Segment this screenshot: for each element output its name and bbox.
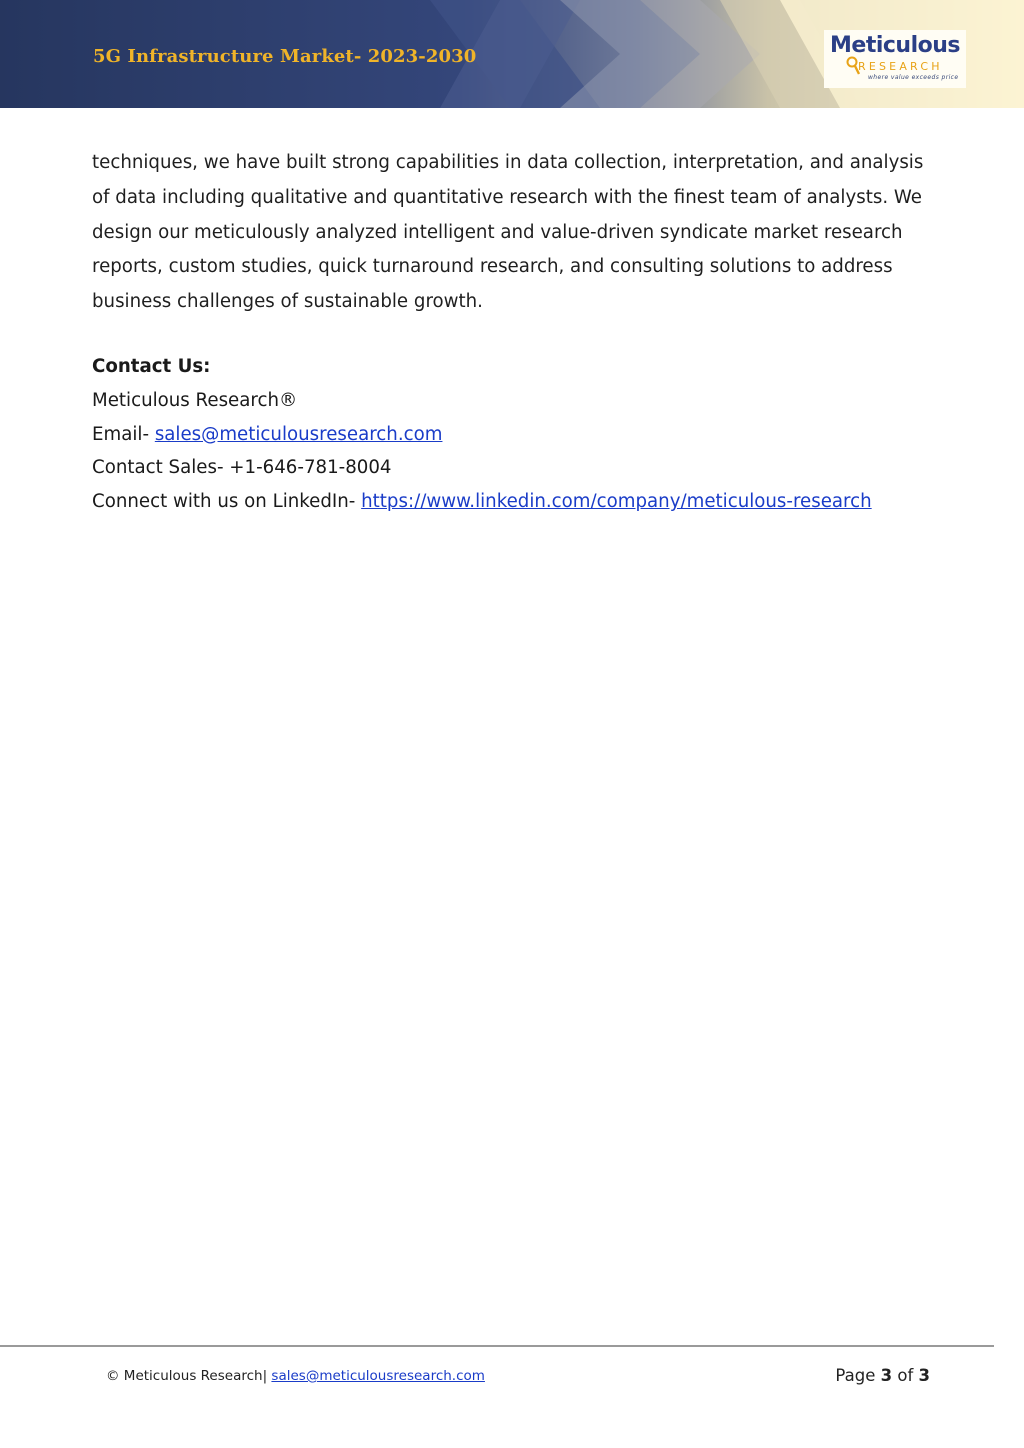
page-current: 3	[880, 1366, 893, 1385]
logo-tagline: where value exceeds price	[868, 74, 959, 81]
report-title: 5G Infrastructure Market- 2023-2030	[93, 46, 477, 67]
email-link[interactable]: sales@meticulousresearch.com	[154, 423, 443, 445]
contact-section	[92, 350, 932, 519]
email-line	[92, 418, 932, 452]
company-name: Meticulous Research®	[92, 389, 298, 411]
page-total: 3	[918, 1366, 930, 1385]
about-paragraph: techniques, we have built strong capabilities in data collection, interpretation, and analysis of data including qualitative and quantitative research with the finest team of analysts. We design our meticulously analyzed intelligent and value-driven syndicate market research reports, custom studies, quick turnaround research, and consulting solutions to address business challenges of sustainable growth.	[92, 152, 924, 313]
page-of: of	[892, 1366, 919, 1385]
linkedin-line	[92, 485, 932, 519]
page-number	[835, 1366, 930, 1385]
copyright-text: © Meticulous Research|	[106, 1368, 272, 1384]
footer-divider	[0, 1345, 994, 1347]
contact-sales-line: Contact Sales- +1-646-781-8004	[92, 457, 392, 479]
logo-subtitle: RESEARCH	[858, 60, 943, 73]
logo-wordmark: Meticulous	[830, 33, 960, 58]
company-logo	[824, 30, 966, 88]
email-label: Email-	[92, 423, 155, 445]
footer-email-link[interactable]: sales@meticulousresearch.com	[271, 1368, 485, 1384]
footer-copyright	[106, 1368, 485, 1384]
linkedin-link[interactable]: https://www.linkedin.com/company/meticulous-research	[361, 491, 872, 513]
page-prefix: Page	[835, 1366, 881, 1385]
linkedin-label: Connect with us on LinkedIn-	[92, 491, 362, 513]
contact-heading: Contact Us:	[92, 355, 211, 377]
page-header	[0, 0, 1024, 108]
page-content	[92, 146, 932, 519]
